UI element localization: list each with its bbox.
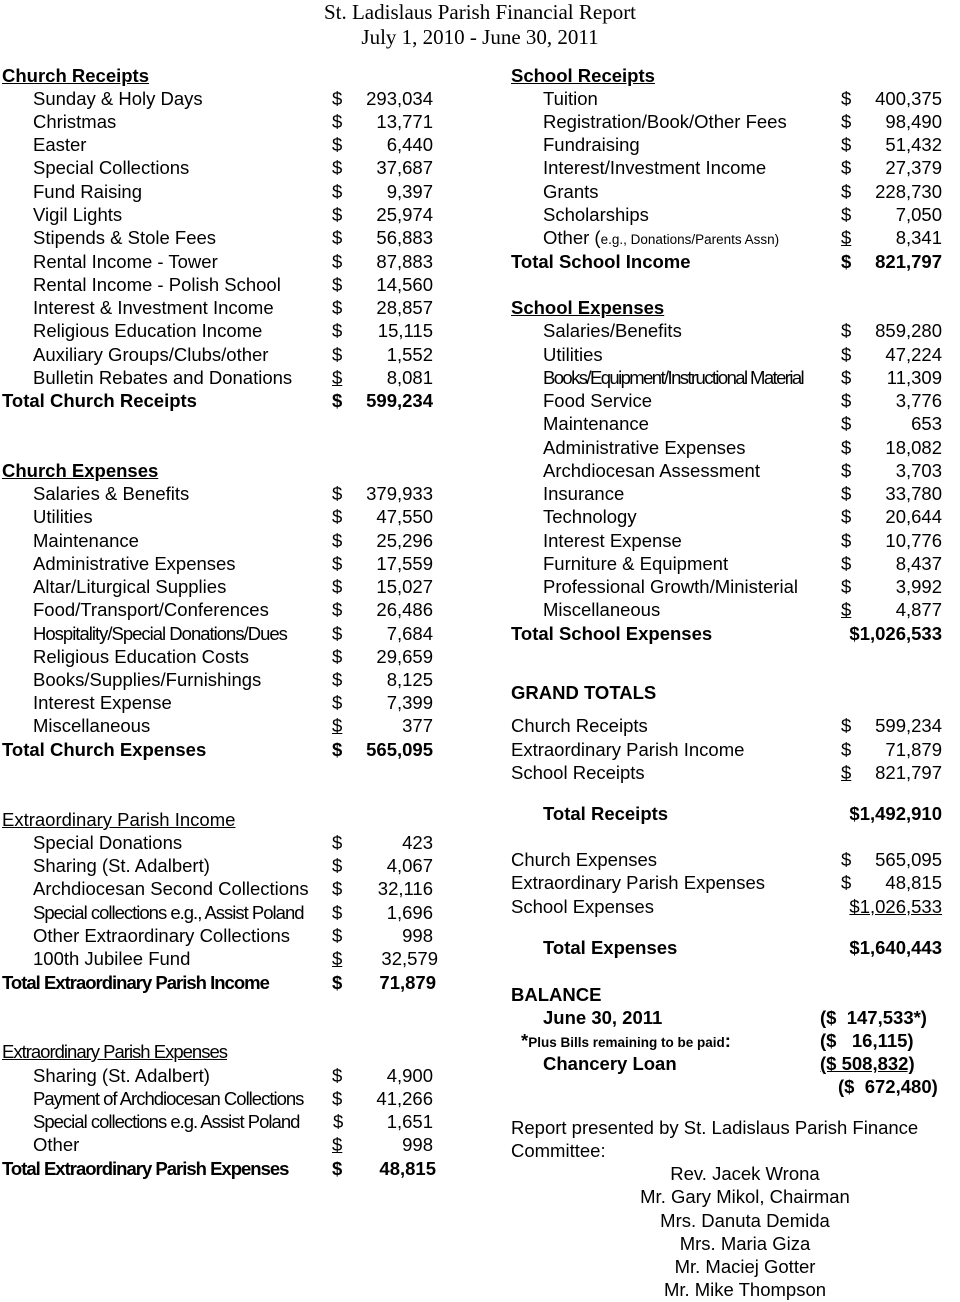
committee-member: Mrs. Danuta Demida <box>660 1210 830 1231</box>
table-row: Administrative Expenses $ 18,082 <box>543 437 942 458</box>
report-period: July 1, 2010 - June 30, 2011 <box>361 25 599 49</box>
table-row: Extraordinary Parish Expenses $ 48,815 <box>511 872 942 893</box>
church-expenses-heading: Church Expenses <box>2 460 159 481</box>
table-row: Other Extraordinary Collections $ 998 <box>33 925 433 946</box>
balance-heading: BALANCE <box>511 984 602 1005</box>
table-row: 100th Jubilee Fund $ 32,579 <box>33 948 438 969</box>
total-row: Total Receipts $1,492,910 <box>543 803 942 824</box>
committee-member: Mr. Maciej Gotter <box>674 1256 816 1277</box>
table-row: Food/Transport/Conferences $ 26,486 <box>33 599 433 620</box>
table-row: Auxiliary Groups/Clubs/other $ 1,552 <box>33 344 433 365</box>
total-row: Total Extraordinary Parish Expenses $ 48,815 <box>2 1158 436 1179</box>
total-row: Total School Income $ 821,797 <box>511 251 942 272</box>
table-row: Interest Expense $ 7,399 <box>33 692 433 713</box>
table-row: Scholarships $ 7,050 <box>543 204 942 225</box>
table-row: Rental Income - Polish School $ 14,560 <box>33 274 433 295</box>
table-row: Furniture & Equipment $ 8,437 <box>543 553 942 574</box>
balance-row: June 30, 2011 ($ 147,533*) <box>543 1007 927 1028</box>
bills-row: *Plus Bills remaining to be paid: ($ 16,115) <box>521 1030 914 1051</box>
table-row: Rental Income - Tower $ 87,883 <box>33 251 433 272</box>
table-row: Archdiocesan Second Collections $ 32,116 <box>33 878 433 899</box>
table-row: Stipends & Stole Fees $ 56,883 <box>33 227 433 248</box>
table-row: Church Receipts $ 599,234 <box>511 715 942 736</box>
table-row: Fundraising $ 51,432 <box>543 134 942 155</box>
table-row: Food Service $ 3,776 <box>543 390 942 411</box>
committee-member: Mr. Gary Mikol, Chairman <box>640 1186 850 1207</box>
table-row: Insurance $ 33,780 <box>543 483 942 504</box>
table-row: Registration/Book/Other Fees $ 98,490 <box>543 111 942 132</box>
committee-member: Mr. Mike Thompson <box>663 1279 827 1300</box>
table-row: Special Collections $ 37,687 <box>33 157 433 178</box>
committee-member: Rev. Jacek Wrona <box>670 1163 820 1184</box>
church-receipts-heading: Church Receipts <box>2 65 150 86</box>
table-row: School Expenses $1,026,533 <box>511 896 942 917</box>
table-row: Utilities $ 47,224 <box>543 344 942 365</box>
presented-line: Report presented by St. Ladislaus Parish Finance <box>511 1117 919 1138</box>
table-row: Salaries/Benefits $ 859,280 <box>543 320 942 341</box>
total-row: Total Expenses $1,640,443 <box>543 937 942 958</box>
total-row: Total Church Receipts $ 599,234 <box>2 390 433 411</box>
table-row: Interest & Investment Income $ 28,857 <box>33 297 433 318</box>
extra-income-heading: Extraordinary Parish Income <box>2 809 236 830</box>
total-row: Total Church Expenses $ 565,095 <box>2 739 433 760</box>
table-row: Fund Raising $ 9,397 <box>33 181 433 202</box>
table-row: Religious Education Income $ 15,115 <box>33 320 433 341</box>
table-row: Vigil Lights $ 25,974 <box>33 204 433 225</box>
table-row: Religious Education Costs $ 29,659 <box>33 646 433 667</box>
table-row: Other (e.g., Donations/Parents Assn) $ 8,341 <box>543 227 942 248</box>
grand-totals-heading: GRAND TOTALS <box>511 682 657 703</box>
table-row: Interest Expense $ 10,776 <box>543 530 942 551</box>
net-row: ($ 672,480) <box>838 1076 938 1097</box>
total-row: Total School Expenses $1,026,533 <box>511 623 942 644</box>
table-row: Miscellaneous $ 4,877 <box>543 599 942 620</box>
table-row: Grants $ 228,730 <box>543 181 942 202</box>
table-row: Administrative Expenses $ 17,559 <box>33 553 433 574</box>
table-row: Utilities $ 47,550 <box>33 506 433 527</box>
table-row: School Receipts $ 821,797 <box>511 762 942 783</box>
table-row: Sharing (St. Adalbert) $ 4,900 <box>33 1065 433 1086</box>
table-row: Sharing (St. Adalbert) $ 4,067 <box>33 855 433 876</box>
table-row: Sunday & Holy Days $ 293,034 <box>33 88 433 109</box>
total-row: Total Extraordinary Parish Income $ 71,879 <box>2 972 436 993</box>
committee-member: Mrs. Maria Giza <box>679 1233 811 1254</box>
table-row: Special Donations $ 423 <box>33 832 433 853</box>
table-row: Church Expenses $ 565,095 <box>511 849 942 870</box>
loan-row: Chancery Loan ($ 508,832) <box>543 1053 915 1074</box>
table-row: Special collections e.g. Assist Poland $ 1,651 <box>33 1111 433 1132</box>
school-expenses-heading: School Expenses <box>511 297 665 318</box>
table-row: Salaries & Benefits $ 379,933 <box>33 483 433 504</box>
table-row: Christmas $ 13,771 <box>33 111 433 132</box>
table-row: Tuition $ 400,375 <box>543 88 942 109</box>
table-row: Books/Equipment/Instructional Material $ 11,309 <box>543 367 942 388</box>
report-title: St. Ladislaus Parish Financial Report <box>323 0 637 24</box>
table-row: Professional Growth/Ministerial $ 3,992 <box>543 576 942 597</box>
table-row: Easter $ 6,440 <box>33 134 433 155</box>
school-receipts-heading: School Receipts <box>511 65 655 86</box>
table-row: Other $ 998 <box>33 1134 433 1155</box>
table-row: Payment of Archdiocesan Collections $ 41,266 <box>33 1088 433 1109</box>
table-row: Technology $ 20,644 <box>543 506 942 527</box>
table-row: Maintenance $ 653 <box>543 413 942 434</box>
table-row: Bulletin Rebates and Donations $ 8,081 <box>33 367 433 388</box>
table-row: Special collections e.g., Assist Poland $ 1,696 <box>33 902 433 923</box>
table-row: Hospitality/Special Donations/Dues $ 7,684 <box>33 623 433 644</box>
table-row: Extraordinary Parish Income $ 71,879 <box>511 739 942 760</box>
table-row: Altar/Liturgical Supplies $ 15,027 <box>33 576 433 597</box>
extra-expenses-heading: Extraordinary Parish Expenses <box>2 1041 227 1062</box>
table-row: Miscellaneous $ 377 <box>33 715 433 736</box>
presented-line: Committee: <box>511 1140 606 1161</box>
table-row: Books/Supplies/Furnishings $ 8,125 <box>33 669 433 690</box>
table-row: Archdiocesan Assessment $ 3,703 <box>543 460 942 481</box>
table-row: Maintenance $ 25,296 <box>33 530 433 551</box>
table-row: Interest/Investment Income $ 27,379 <box>543 157 942 178</box>
